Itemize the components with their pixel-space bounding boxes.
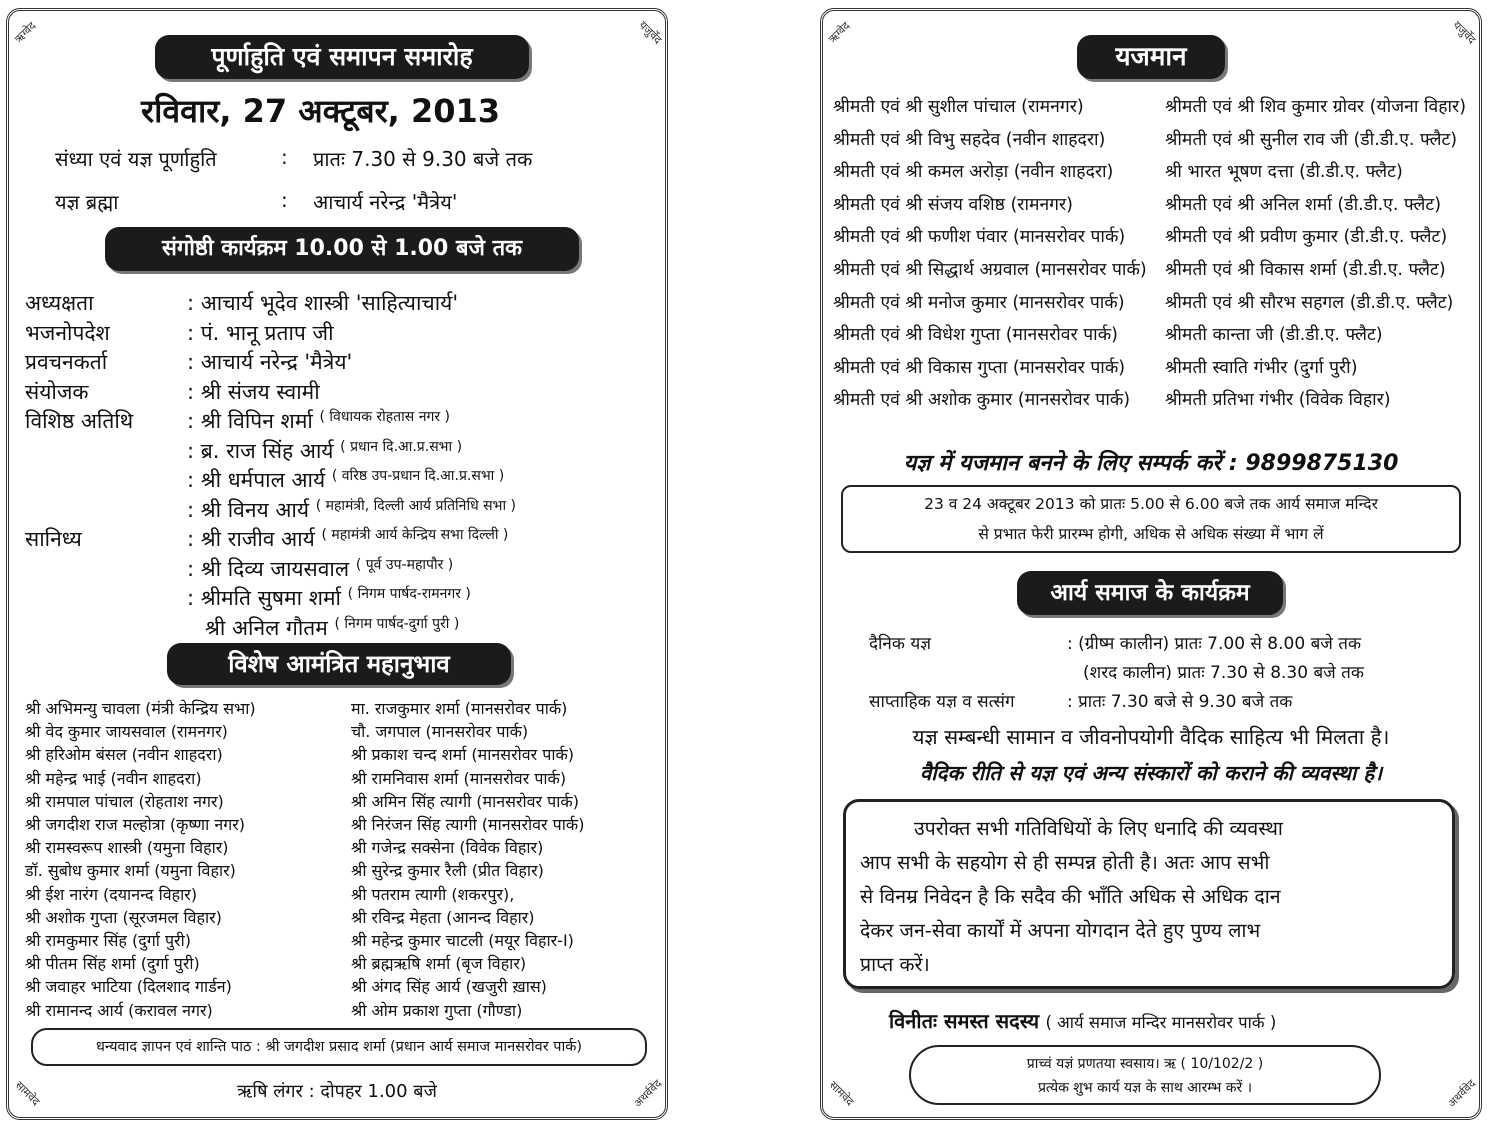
program-note: ( वरिष्ठ उप-प्रधान दि.आ.प्र.सभा )	[331, 468, 505, 484]
program-row	[25, 555, 516, 585]
program-role	[25, 555, 187, 585]
samagri-line: यज्ञ सम्बन्धी सामान व जीवनोपयोगी वैदिक साहित्य भी मिलता है।	[912, 725, 1390, 749]
program-name: : पं. भानू प्रताप जी	[187, 320, 334, 345]
program-role: प्रवचनकर्ता	[25, 350, 108, 374]
guest-item: श्री महेन्द्र कुमार चाटली (मयूर विहार-I)	[351, 931, 574, 951]
brahma-label: यज्ञ ब्रह्मा	[55, 190, 119, 214]
program-role	[25, 466, 187, 496]
program-name: : श्री विनय आर्य	[187, 497, 309, 522]
appeal-box	[843, 799, 1455, 989]
yajman-item: श्रीमती एवं श्री सुशील पांचाल (रामनगर)	[833, 97, 1084, 117]
corner-atharvaveda: अथर्ववेद	[1445, 1077, 1479, 1110]
daily-yagya-line2: (शरद कालीन) प्रातः 7.30 से 8.30 बजे तक	[1083, 663, 1364, 683]
special-guests-title: विशेष आमंत्रित महानुभाव	[167, 643, 511, 685]
program-name: : श्री दिव्य जायसवाल	[187, 556, 350, 581]
quote-line: प्रत्येक शुभ कार्य यज्ञ के साथ आरम्भ करें ।	[1037, 1080, 1253, 1096]
left-panel	[6, 8, 668, 1120]
sandhya-value: प्रातः 7.30 से 9.30 बजे तक	[313, 147, 533, 171]
contact-line: यज्ञ में यजमान बनने के लिए सम्पर्क करें : 9899875130	[903, 451, 1399, 476]
guest-item: श्री पीतम सिंह शर्मा (दुर्गा पुरी)	[25, 954, 200, 974]
appeal-line: से विनम्र निवेदन है कि सदैव की भाँति अधिक से अधिक दान	[860, 885, 1281, 908]
guest-item: मा. राजकुमार शर्मा (मानसरोवर पार्क)	[351, 699, 568, 718]
program-name: : आचार्य भूदेव शास्त्री 'साहित्याचार्य'	[187, 291, 459, 315]
brahma-value: आचार्य नरेन्द्र 'मैत्रेय'	[313, 190, 458, 214]
program-note: ( पूर्व उप-महापौर )	[355, 556, 454, 573]
corner-samaveda: सामवेद	[826, 1078, 857, 1109]
guest-item: श्री जगदीश राज मल्होत्रा (कृष्णा नगर)	[25, 815, 246, 835]
guest-item: श्री जवाहर भाटिया (दिलशाद गार्डन)	[25, 977, 232, 997]
corner-samaveda: सामवेद	[12, 1078, 43, 1109]
program-name: : आचार्य नरेन्द्र 'मैत्रेय'	[187, 350, 353, 374]
yajman-item: श्रीमती एवं श्री विभु सहदेव (नवीन शाहदरा)	[833, 129, 1106, 150]
program-role: विशिष्ठ अतिथि	[25, 409, 134, 433]
program-note: ( महामंत्री आर्य केन्द्रिय सभा दिल्ली )	[321, 527, 509, 543]
weekly-label: साप्ताहिक यज्ञ व सत्संग	[869, 692, 1015, 712]
prabhat-line: से प्रभात फेरी प्रारम्भ होगी, अधिक से अधिक संख्या में भाग लें	[978, 525, 1324, 543]
yajman-col2	[1165, 91, 1466, 417]
right-panel	[820, 8, 1482, 1120]
guest-item: श्री अभिमन्यु चावला (मंत्री केन्द्रिय सभा)	[25, 699, 256, 718]
guest-item: श्री ओम प्रकाश गुप्ता (गौण्डा)	[351, 1000, 523, 1020]
guest-item: श्री पतराम त्यागी (शकरपुर),	[351, 884, 515, 904]
program-row	[25, 614, 516, 644]
quote-line: प्राच्वं यज्ञं प्रणतया स्वसाय। ऋ ( 10/102/2 )	[1026, 1056, 1264, 1072]
program-row	[25, 437, 516, 467]
sandhya-colon: :	[281, 145, 288, 169]
program-role	[25, 584, 187, 614]
guest-item: श्री वेद कुमार जायसवाल (रामनगर)	[25, 722, 228, 742]
program-row	[25, 584, 516, 614]
program-note: ( प्रधान दि.आ.प्र.सभा )	[340, 438, 463, 455]
event-date: रविवार, 27 अक्टूबर, 2013	[141, 92, 501, 130]
vinit-rest: ( आर्य समाज मन्दिर मानसरोवर पार्क )	[1045, 1013, 1277, 1032]
program-row	[25, 319, 516, 349]
program-list	[25, 289, 516, 643]
yajman-item: श्रीमती एवं श्री अशोक कुमार (मानसरोवर पार्क)	[833, 390, 1131, 411]
program-name: : श्री विपिन शर्मा	[187, 409, 313, 433]
program-name: श्री अनिल गौतम	[205, 615, 328, 640]
daily-yagya-label: दैनिक यज्ञ	[869, 634, 932, 654]
guest-item: डॉ. सुबोध कुमार शर्मा (यमुना विहार)	[25, 861, 236, 881]
yajman-col1	[833, 91, 1147, 417]
program-role: संयोजक	[25, 379, 89, 404]
langar-text: ऋषि लंगर : दोपहर 1.00 बजे	[237, 1081, 437, 1102]
yajman-item: श्रीमती एवं श्री मनोज कुमार (मानसरोवर पार्क)	[833, 292, 1125, 313]
yajman-item: श्रीमती एवं श्री संजय वशिष्ठ (रामनगर)	[833, 194, 1074, 215]
ceremony-title: पूर्णाहुति एवं समापन समारोह	[155, 35, 529, 79]
yajman-item: श्रीमती एवं श्री विधेश गुप्ता (मानसरोवर पार्क)	[833, 325, 1118, 346]
program-role: अध्यक्षता	[25, 291, 94, 315]
weekly-value: : प्रातः 7.30 बजे से 9.30 बजे तक	[1067, 692, 1293, 712]
thanks-box	[31, 1028, 647, 1066]
program-name: : ब्र. राज सिंह आर्य	[187, 438, 334, 463]
program-row	[25, 496, 516, 526]
yajman-item: श्रीमती प्रतिभा गंभीर (विवेक विहार)	[1165, 390, 1391, 411]
guest-item: श्री सुरेन्द्र कुमार रैली (प्रीत विहार)	[351, 861, 544, 881]
yajman-item: श्रीमती एवं श्री शिव कुमार ग्रोवर (योजना विहार)	[1165, 97, 1467, 117]
guests-col1	[25, 697, 256, 1022]
program-role: सानिध्य	[25, 527, 82, 551]
corner-rigveda: ऋग्वेद	[11, 19, 39, 46]
vinit-bold: विनीतः समस्त सदस्य	[889, 1009, 1040, 1033]
yajman-item: श्रीमती एवं श्री विकास शर्मा (डी.डी.ए. फ्लैट)	[1165, 259, 1446, 280]
program-name: : श्री राजीव आर्य	[187, 527, 315, 551]
prabhat-line: 23 व 24 अक्टूबर 2013 को प्रातः 5.00 से 6.00 बजे तक आर्य समाज मन्दिर	[924, 495, 1378, 513]
guest-item: श्री रामकुमार सिंह (दुर्गा पुरी)	[25, 931, 191, 951]
guest-item: श्री अंगद सिंह आर्य (खजुरी ख़ास)	[351, 977, 547, 997]
program-note: ( महामंत्री, दिल्ली आर्य प्रतिनिधि सभा )	[315, 497, 516, 514]
program-row	[25, 466, 516, 496]
seminar-title: संगोष्ठी कार्यक्रम 10.00 से 1.00 बजे तक	[105, 227, 579, 271]
yajman-item: श्रीमती एवं श्री सिद्धार्थ अग्रवाल (मानसरोवर पार्क)	[833, 259, 1147, 280]
program-row	[25, 407, 516, 437]
yajman-item: श्रीमती कान्ता जी (डी.डी.ए. फ्लैट)	[1165, 325, 1383, 346]
guest-item: श्री प्रकाश चन्द शर्मा (मानसरोवर पार्क)	[351, 745, 575, 765]
appeal-line: देकर जन-सेवा कार्यों में अपना योगदान देते हुए पुण्य लाभ	[860, 919, 1261, 942]
program-note: ( निगम पार्षद-रामनगर )	[347, 586, 471, 602]
arya-program-title: आर्य समाज के कार्यक्रम	[1017, 571, 1283, 615]
corner-yajurveda: यजुर्वेद	[635, 18, 664, 47]
guest-item: श्री ईश नारंग (दयानन्द विहार)	[25, 884, 198, 904]
yajman-item: श्रीमती एवं श्री प्रवीण कुमार (डी.डी.ए. फ्लैट)	[1165, 227, 1448, 248]
guest-item: श्री निरंजन सिंह त्यागी (मानसरोवर पार्क)	[351, 815, 585, 835]
vinit-line	[889, 1007, 1276, 1034]
yajman-item: श्रीमती स्वाति गंभीर (दुर्गा पुरी)	[1165, 357, 1358, 378]
guest-item: श्री अमिन सिंह त्यागी (मानसरोवर पार्क)	[351, 791, 579, 811]
thanks-text: धन्यवाद ज्ञापन एवं शान्ति पाठ : श्री जगदीश प्रसाद शर्मा (प्रधान आर्य समाज मानसरोवर पार्क)	[95, 1039, 583, 1055]
program-role: भजनोपदेश	[25, 320, 110, 345]
guest-item: श्री रामानन्द आर्य (करावल नगर)	[25, 1000, 213, 1020]
yajman-item: श्रीमती एवं श्री कमल अरोड़ा (नवीन शाहदरा)	[833, 162, 1114, 183]
program-row	[25, 525, 516, 555]
program-name: : श्री संजय स्वामी	[187, 379, 320, 404]
program-note: ( विधायक रोहतास नगर )	[319, 409, 450, 425]
program-row	[25, 378, 516, 408]
yajman-item: श्रीमती एवं श्री अनिल शर्मा (डी.डी.ए. फ्लैट)	[1165, 194, 1442, 215]
yajman-item: श्रीमती एवं श्री विकास गुप्ता (मानसरोवर पार्क)	[833, 357, 1126, 378]
guest-item: श्री रामपाल पांचाल (रोहताश नगर)	[25, 791, 224, 811]
daily-yagya-line1: : (ग्रीष्म कालीन) प्रातः 7.00 से 8.00 बजे तक	[1067, 634, 1362, 654]
guest-item: श्री ब्रह्मऋषि शर्मा (बृज विहार)	[351, 954, 527, 974]
guest-item: श्री रविन्द्र मेहता (आनन्द विहार)	[351, 907, 535, 927]
quote-oval	[909, 1045, 1381, 1105]
yajman-item: श्रीमती एवं श्री फणीश पंवार (मानसरोवर पार्क)	[833, 227, 1126, 248]
guest-item: श्री गजेन्द्र सक्सेना (विवेक विहार)	[351, 838, 544, 858]
guest-item: श्री अशोक गुप्ता (सूरजमल विहार)	[25, 907, 222, 927]
program-role	[25, 614, 205, 644]
yajman-item: श्रीमती एवं श्री सुनील राव जी (डी.डी.ए. फ्लैट)	[1165, 129, 1458, 150]
corner-rigveda: ऋग्वेद	[825, 19, 853, 46]
prabhat-pheri-box	[841, 485, 1461, 553]
guests-col2	[351, 697, 584, 1022]
program-row	[25, 289, 516, 319]
yajman-title: यजमान	[1077, 35, 1225, 79]
brahma-colon: :	[281, 188, 288, 212]
corner-yajurveda: यजुर्वेद	[1449, 18, 1478, 47]
yajman-item: श्री भारत भूषण दत्ता (डी.डी.ए. फ्लैट)	[1165, 162, 1403, 183]
program-note: ( निगम पार्षद-दुर्गा पुरी )	[334, 615, 460, 632]
program-name: : श्री धर्मपाल आर्य	[187, 468, 326, 492]
corner-atharvaveda: अथर्ववेद	[631, 1077, 665, 1110]
program-name: : श्रीमति सुषमा शर्मा	[187, 586, 341, 610]
sanskar-line: वैदिक रीति से यज्ञ एवं अन्य संस्कारों को कराने की व्यवस्था है।	[919, 761, 1383, 785]
sandhya-label: संध्या एवं यज्ञ पूर्णाहुति	[55, 147, 217, 171]
appeal-line: आप सभी के सहयोग से ही सम्पन्न होती है। अतः आप सभी	[860, 851, 1270, 874]
guest-item: श्री रामस्वरूप शास्त्री (यमुना विहार)	[25, 838, 229, 858]
appeal-line: प्राप्त करें।	[860, 953, 930, 976]
program-role	[25, 437, 187, 467]
program-role	[25, 496, 187, 526]
program-row	[25, 348, 516, 378]
guest-item: चौ. जगपाल (मानसरोवर पार्क)	[351, 722, 529, 742]
appeal-line: उपरोक्त सभी गतिविधियों के लिए धनादि की व्यवस्था	[914, 817, 1283, 840]
guest-item: श्री रामनिवास शर्मा (मानसरोवर पार्क)	[351, 768, 567, 788]
guest-item: श्री महेन्द्र भाई (नवीन शाहदरा)	[25, 768, 202, 788]
yajman-item: श्रीमती एवं श्री सौरभ सहगल (डी.डी.ए. फ्लैट)	[1165, 292, 1454, 313]
guest-item: श्री हरिओम बंसल (नवीन शाहदरा)	[25, 745, 223, 765]
